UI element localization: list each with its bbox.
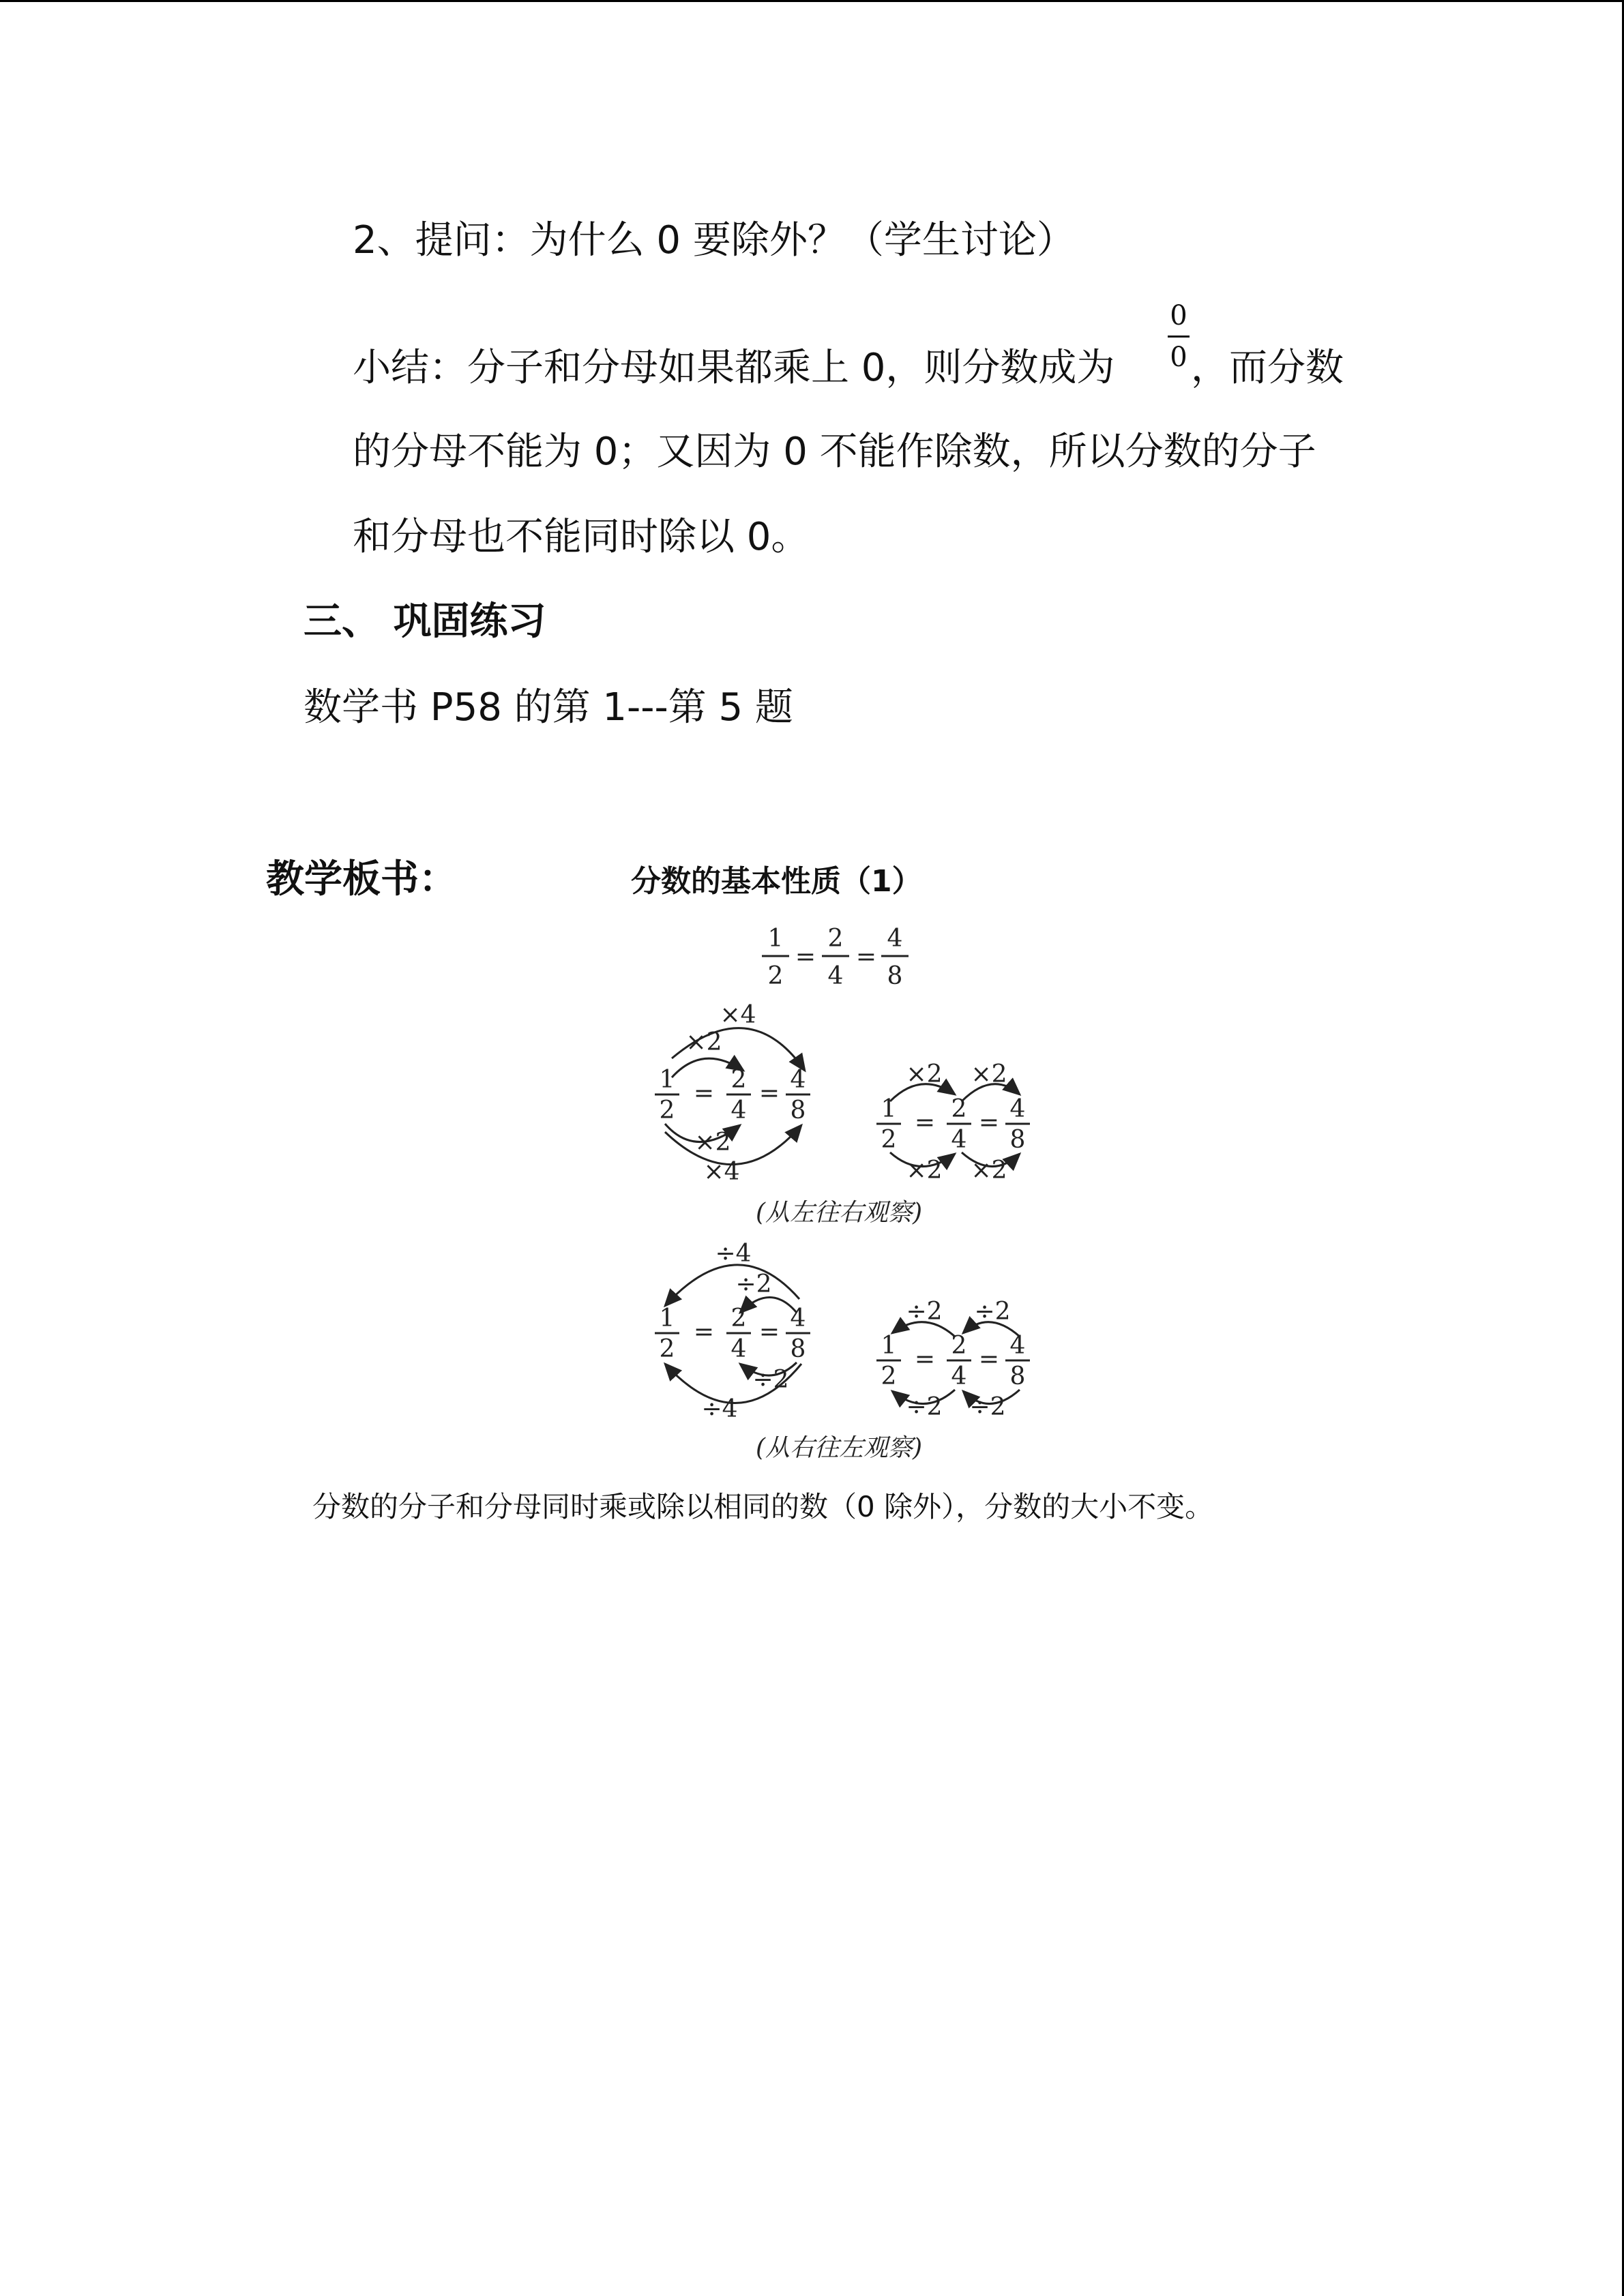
mult-diagram-right (876, 1060, 1030, 1184)
label-x2: ×2 (906, 1157, 943, 1184)
equals-sign: = (914, 1109, 936, 1137)
frac-b-num: 2 (827, 925, 844, 953)
label-d4-bottom: ÷4 (701, 1395, 738, 1423)
section-3-heading: 三、 巩固练习 (304, 599, 546, 644)
board-conclusion: 分数的分子和分母同时乘或除以相同的数（0 除外），分数的大小不变。 (312, 1490, 1214, 1523)
mult-a-den: 2 (659, 1097, 675, 1124)
summary-line-3: 和分母也不能同时除以 0。 (353, 515, 810, 559)
mult-b-num: 2 (730, 1066, 747, 1094)
equals-sign: = (693, 1079, 715, 1107)
label-d2: ÷2 (974, 1298, 1011, 1326)
mult-b-den: 4 (730, 1097, 747, 1124)
board-title: 分数的基本性质（1） (631, 864, 922, 899)
label-x4-top: ×4 (720, 1001, 756, 1029)
equals-sign: = (758, 1318, 780, 1346)
mult-diagram-left (655, 1001, 810, 1186)
mult-r-b-num: 2 (951, 1095, 967, 1123)
div-c-num: 4 (790, 1304, 806, 1332)
mult-r-b-den: 4 (951, 1126, 967, 1154)
mult-a-num: 1 (659, 1066, 675, 1094)
label-d2: ÷2 (906, 1298, 943, 1326)
label-d4-top: ÷4 (715, 1240, 752, 1268)
mult-r-c-den: 8 (1009, 1126, 1026, 1154)
div-b-num: 2 (730, 1304, 747, 1332)
label-d2: ÷2 (906, 1393, 943, 1421)
mult-r-c-num: 4 (1009, 1095, 1026, 1123)
label-d2: ÷2 (969, 1393, 1006, 1421)
label-x2: ×2 (971, 1060, 1007, 1088)
mult-c-den: 8 (790, 1097, 806, 1124)
summary-line-1b: ，而分数 (1191, 346, 1344, 390)
label-x2: ×2 (906, 1060, 943, 1088)
label-x4-bottom: ×4 (703, 1158, 740, 1186)
mult-c-num: 4 (790, 1066, 806, 1094)
div-diagram-left (655, 1240, 810, 1423)
mult-r-a-num: 1 (881, 1095, 897, 1123)
div-a-num: 1 (659, 1304, 675, 1332)
equals-sign: = (978, 1345, 1000, 1373)
div-a-den: 2 (659, 1335, 675, 1363)
equals-sign: = (758, 1079, 780, 1107)
equals-sign: = (978, 1109, 1000, 1137)
label-x2-top: ×2 (685, 1028, 722, 1056)
summary-line-2: 的分母不能为 0；又因为 0 不能作除数，所以分数的分子 (353, 430, 1316, 474)
div-r-a-num: 1 (881, 1332, 897, 1360)
caption-right-to-left: (从右往左观察) (755, 1434, 923, 1462)
div-r-a-den: 2 (881, 1362, 897, 1390)
board-label: 教学板书： (266, 857, 457, 901)
equals-sign: = (855, 943, 877, 971)
caption-left-to-right: (从左往右观察) (755, 1199, 923, 1227)
label-x2: ×2 (971, 1157, 1007, 1184)
frac-b-den: 4 (827, 962, 844, 990)
div-r-b-den: 4 (951, 1362, 967, 1390)
label-x2-bottom: ×2 (694, 1129, 731, 1157)
equals-sign: = (693, 1318, 715, 1346)
frac-a-den: 2 (767, 962, 784, 990)
label-d2-bottom: ÷2 (752, 1366, 789, 1394)
exercise-reference: 数学书 P58 的第 1---第 5 题 (304, 685, 793, 730)
equation-top (762, 925, 909, 990)
frac-c-num: 4 (887, 925, 903, 953)
mult-r-a-den: 2 (881, 1126, 897, 1154)
label-d2-top: ÷2 (735, 1270, 772, 1298)
div-b-den: 4 (730, 1335, 747, 1363)
equals-sign: = (795, 943, 816, 971)
frac-a-num: 1 (767, 925, 784, 953)
div-diagram-right (876, 1298, 1030, 1421)
div-c-den: 8 (790, 1335, 806, 1363)
summary-line-1a: 小结：分子和分母如果都乘上 0，则分数成为 (353, 346, 1115, 390)
div-r-c-num: 4 (1009, 1332, 1026, 1360)
equals-sign: = (914, 1345, 936, 1373)
fraction-numerator: 0 (1170, 300, 1187, 331)
frac-c-den: 8 (887, 962, 903, 990)
question-2: 2、提问：为什么 0 要除外？（学生讨论） (353, 218, 1075, 263)
div-r-b-num: 2 (951, 1332, 967, 1360)
div-r-c-den: 8 (1009, 1362, 1026, 1390)
fraction-denominator: 0 (1170, 342, 1187, 373)
